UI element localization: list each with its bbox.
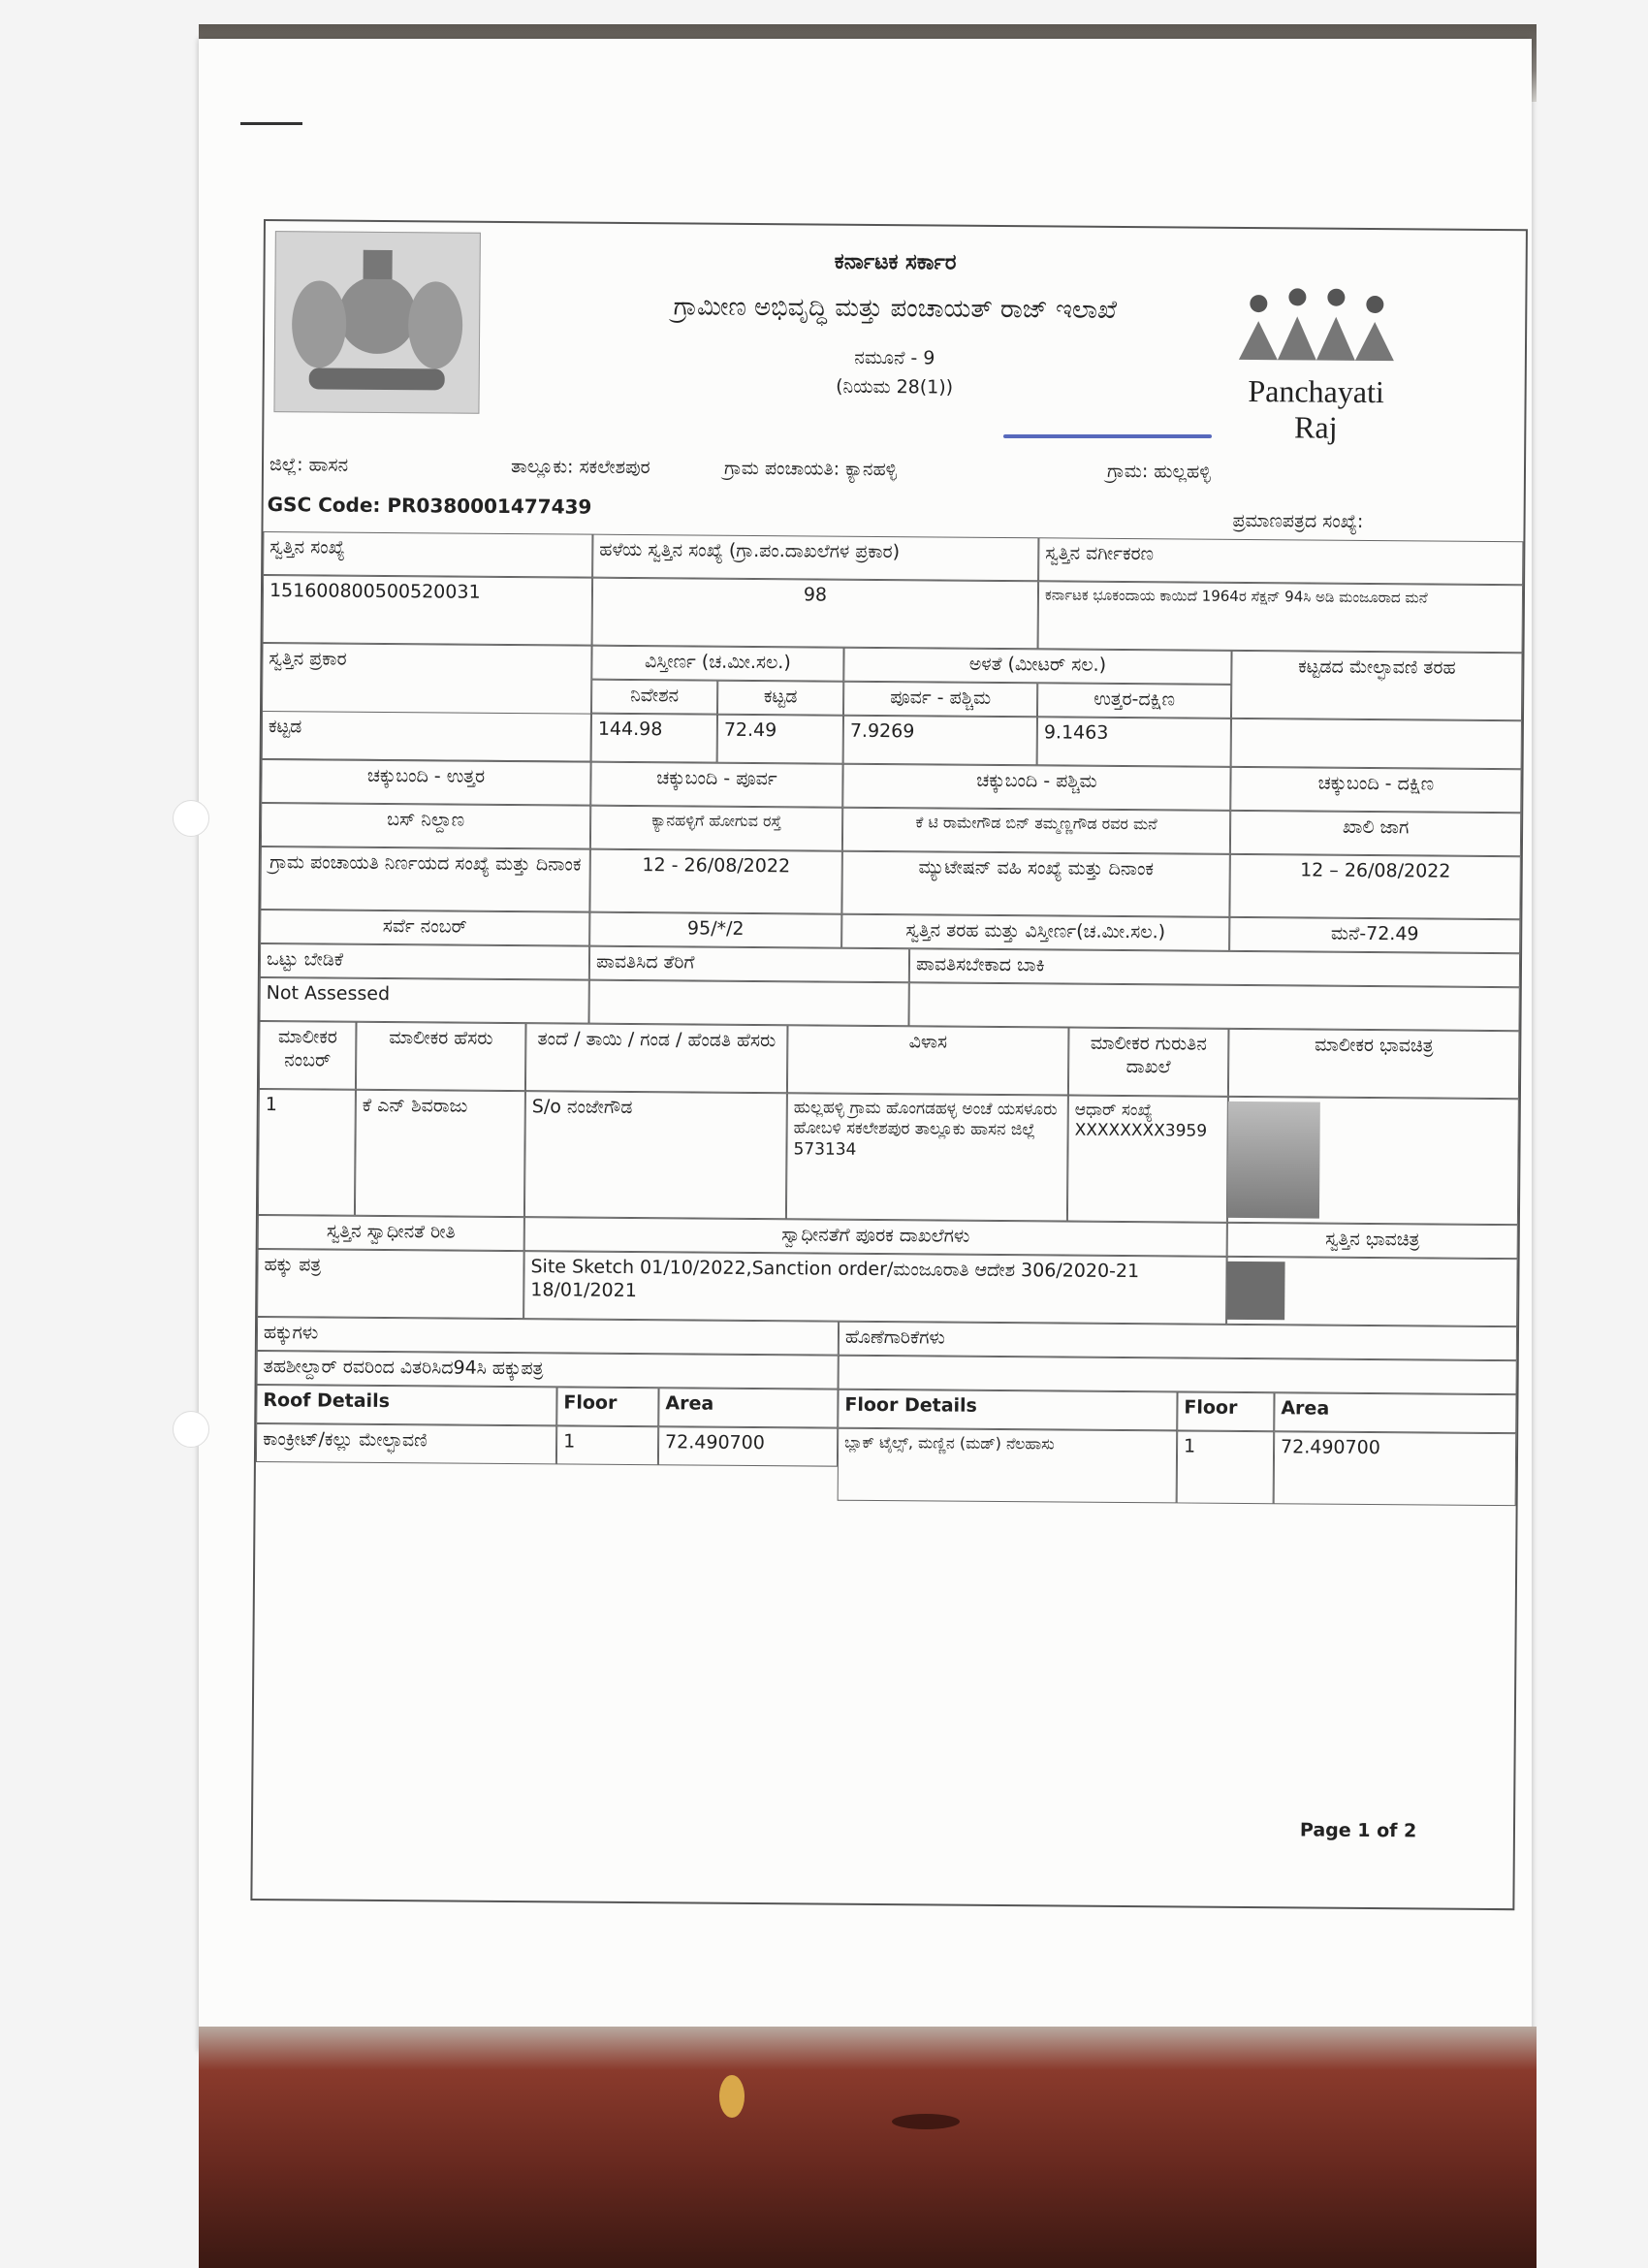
liabilities-label: ಹೊಣೆಗಾರಿಕೆಗಳು: [839, 1322, 1517, 1360]
west-boundary-label: ಚಕ್ಕುಬಂದಿ - ಪಶ್ಚಿಮ: [842, 764, 1230, 811]
owner-id-header: ಮಾಲೀಕರ ಗುರುತಿನ ದಾಖಲೆ: [1068, 1028, 1229, 1097]
survey-number-label: ಸರ್ವೆ ನಂಬರ್: [260, 910, 589, 946]
roof-floor-header: Floor: [556, 1387, 658, 1426]
pen-underline: [1003, 434, 1212, 438]
site-label: ನಿವೇಶನ: [591, 680, 717, 715]
type-area-label: ಸ್ವತ್ತಿನ ತರಹ ಮತ್ತು ವಿಸ್ತೀರ್ಣ(ಚ.ಮೀ.ಸಲ.): [841, 914, 1229, 951]
property-type-label: ಸ್ವತ್ತಿನ ಪ್ರಕಾರ: [262, 643, 592, 762]
north-boundary-value: ಬಸ್ ನಿಲ್ದಾಣ: [261, 803, 590, 849]
relation-header: ತಂದೆ / ತಾಯಿ / ಗಂಡ / ಹೆಂಡತಿ ಹೆಸರು: [525, 1023, 788, 1093]
village-label: ಗ್ರಾಮ: ಹುಲ್ಲಹಳ್ಳಿ: [1106, 460, 1211, 483]
old-property-id-label: ಹಳೆಯ ಸ್ವತ್ತಿನ ಸಂಖ್ಯೆ (ಗ್ರಾ.ಪಂ.ದಾಖಲೆಗಳ ಪ್ರಕಾರ): [592, 534, 1038, 582]
east-boundary-value: ಕ್ಯಾನಹಳ್ಳಿಗೆ ಹೋಗುವ ರಸ್ತೆ: [590, 806, 842, 851]
property-classification-label: ಸ್ವತ್ತಿನ ವರ್ಗೀಕರಣ: [1038, 537, 1523, 585]
form-9-document: [250, 219, 1528, 1910]
roof-type-value: [1231, 719, 1522, 769]
building-area-value: 72.49: [717, 715, 843, 764]
gp-resolution-label: ಗ್ರಾಮ ಪಂಚಾಯತಿ ನಿರ್ಣಯದ ಸಂಖ್ಯೆ ಮತ್ತು ದಿನಾಂಕ: [260, 847, 590, 912]
south-boundary-value: ಖಾಲಿ ಜಾಗ: [1230, 811, 1521, 856]
owner-number-header: ಮಾಲೀಕರ ನಂಬರ್: [259, 1021, 357, 1090]
gp-resolution-value: 12 - 26/08/2022: [589, 849, 842, 914]
acquisition-docs-value: Site Sketch 01/10/2022,Sanction order/ಮಂಜೂರಾತಿ ಆದೇಶ 306/2020-21 18/01/2021: [523, 1251, 1227, 1325]
total-demand-label: ಒಟ್ಟು ಬೇಡಿಕೆ: [260, 943, 589, 980]
acquisition-docs-label: ಸ್ವಾಧೀನತೆಗೆ ಪೂರಕ ದಾಖಲೆಗಳು: [524, 1217, 1227, 1257]
south-boundary-label: ಚಕ್ಕುಬಂದಿ - ದಕ್ಷಿಣ: [1230, 767, 1521, 813]
north-boundary-label: ಚಕ್ಕುಬಂದಿ - ಉತ್ತರ: [261, 759, 590, 806]
property-id-label: ಸ್ವತ್ತಿನ ಸಂಖ್ಯೆ: [263, 531, 592, 578]
acquisition-type-value: ಹಕ್ಕು ಪತ್ರ: [257, 1249, 524, 1319]
punch-hole: [173, 1411, 209, 1448]
punch-hole: [173, 800, 209, 837]
property-id-value: 151600800500520031: [263, 575, 593, 646]
property-photo: [1226, 1262, 1284, 1320]
header-line-3: ನಮೂನೆ - 9: [854, 346, 935, 369]
wooden-table: [199, 2027, 1537, 2268]
old-property-id-value: 98: [592, 578, 1039, 650]
liabilities-value: [839, 1356, 1517, 1394]
owner-photo: [1227, 1102, 1320, 1219]
district-label: ಜಿಲ್ಲೆ: ಹಾಸನ: [269, 454, 349, 476]
table-scuff: [892, 2114, 960, 2129]
gram-panchayat-label: ಗ್ರಾಮ ಪಂಚಾಯತಿ: ಕ್ಯಾನಹಳ್ಳಿ: [723, 457, 898, 481]
floor-details-header: Floor Details: [838, 1390, 1177, 1431]
north-south-label: ಉತ್ತರ-ದಕ್ಷಿಣ: [1037, 683, 1231, 719]
owner-name-header: ಮಾಲೀಕರ ಹೆಸರು: [356, 1022, 526, 1091]
owner-number-value: 1: [258, 1089, 356, 1216]
owner-name-value: ಕೆ ಎನ್ ಶಿವರಾಜು: [355, 1090, 525, 1217]
balance-due-value: [908, 982, 1519, 1031]
type-area-value: ಮನೆ-72.49: [1229, 917, 1520, 953]
total-demand-value: Not Assessed: [260, 977, 589, 1024]
tax-paid-label: ಪಾವತಿಸಿದ ತೆರಿಗೆ: [589, 946, 909, 983]
mutation-label: ಮ್ಯುಟೇಷನ್ ವಹಿ ಸಂಖ್ಯೆ ಮತ್ತು ದಿನಾಂಕ: [841, 851, 1229, 917]
west-boundary-value: ಕೆ ಟಿ ರಾಮೇಗೌಡ ಬಿನ್ ತಮ್ಮಣ್ಣಗೌಡ ರವರ ಮನೆ: [842, 808, 1230, 854]
acquisition-type-label: ಸ್ವತ್ತಿನ ಸ್ವಾಧೀನತೆ ರೀತಿ: [258, 1215, 524, 1251]
building-label: ಕಟ್ಟಡ: [717, 681, 843, 716]
balance-due-label: ಪಾವತಿಸಬೇಕಾದ ಬಾಕಿ: [909, 948, 1520, 987]
site-area-value: 144.98: [591, 714, 717, 763]
roof-details-header: Roof Details: [256, 1385, 556, 1425]
panchayati-raj-logo-icon: [1234, 282, 1400, 445]
survey-number-value: 95/*/2: [589, 912, 841, 948]
panchayati-raj-logo-text: Panchayati Raj: [1248, 372, 1384, 445]
mutation-value: 12 – 26/08/2022: [1229, 854, 1521, 919]
roof-details-value: ಕಾಂಕ್ರೀಟ್/ಕಲ್ಲು ಮೇಲ್ಛಾವಣಿ: [256, 1423, 556, 1464]
owner-photo-header: ಮಾಲೀಕರ ಭಾವಚಿತ್ರ: [1228, 1029, 1520, 1099]
taluk-label: ತಾಲ್ಲೂಕು: ಸಕಲೇಶಪುರ: [510, 456, 650, 479]
certificate-number-label: ಪ್ರಮಾಣಪತ್ರದ ಸಂಖ್ಯೆ:: [1232, 509, 1364, 532]
property-classification-value: ಕರ್ನಾಟಕ ಭೂಕಂದಾಯ ಕಾಯಿದೆ 1964ರ ಸೆಕ್ಷನ್ 94ಸಿ ಅಡಿ ಮಂಜೂರಾದ ಮನೆ: [1038, 581, 1524, 653]
header-line-4: (ನಿಯಮ 28(1)): [836, 375, 954, 399]
roof-area-value: 72.490700: [658, 1426, 838, 1466]
address-value: ಹುಲ್ಲಹಳ್ಳಿ ಗ್ರಾಮ ಹೊಂಗಡಹಳ್ಳ ಅಂಚೆ ಯಸಳೂರು ಹೋಬಳಿ ಸಕಲೇಶಪುರ ತಾಲ್ಲೂಕು ಹಾಸನ ಜಿಲ್ಲೆ 573134: [786, 1093, 1068, 1221]
east-boundary-label: ಚಕ್ಕುಬಂದಿ - ಪೂರ್ವ: [590, 762, 842, 808]
rights-value: ತಹಶೀಲ್ದಾರ್ ರವರಿಂದ ವಿತರಿಸಿದ94ಸಿ ಹಕ್ಕುಪತ್ರ: [257, 1351, 839, 1390]
header-line-1: ಕರ್ನಾಟಕ ಸರ್ಕಾರ: [834, 249, 957, 275]
property-type-value: ಕಟ್ಟಡ: [262, 711, 591, 762]
roof-floor-value: 1: [556, 1425, 658, 1465]
floor-number-header: Floor: [1177, 1391, 1274, 1431]
roof-area-header: Area: [658, 1388, 838, 1427]
rights-label: ಹಕ್ಕುಗಳು: [257, 1317, 839, 1356]
floor-area-header: Area: [1274, 1392, 1516, 1433]
north-south-value: 9.1463: [1037, 717, 1231, 767]
page-number: Page 1 of 2: [1299, 1819, 1417, 1842]
floor-area-value: 72.490700: [1274, 1431, 1517, 1506]
relation-value: S/o ನಂಜೇಗೌಡ: [524, 1091, 787, 1219]
floor-details-value: ಬ್ಲಾಕ್ ಟೈಲ್ಸ್, ಮಣ್ಣಿನ (ಮಡ್) ನೆಲಹಾಸು: [838, 1428, 1178, 1504]
gsc-code: GSC Code: PR0380001477439: [267, 493, 592, 519]
building-roof-label: ಕಟ್ಟಡದ ಮೇಲ್ಛಾವಣಿ ತರಹ: [1231, 651, 1523, 720]
east-west-label: ಪೂರ್ವ - ಪಶ್ಚಿಮ: [843, 682, 1037, 718]
east-west-value: 7.9269: [843, 716, 1037, 766]
tax-paid-value: [588, 980, 908, 1027]
dimensions-label: ಅಳತೆ (ಮೀಟರ್ ಸಲ.): [843, 648, 1231, 685]
property-photo-label: ಸ್ವತ್ತಿನ ಭಾವಚಿತ್ರ: [1227, 1223, 1518, 1259]
area-label: ವಿಸ್ತೀರ್ಣ (ಚ.ಮೀ.ಸಲ.): [591, 646, 843, 682]
table-knot: [719, 2075, 745, 2118]
floor-number-value: 1: [1177, 1430, 1275, 1504]
address-header: ವಿಳಾಸ: [787, 1025, 1069, 1095]
owner-id-value: ಆಧಾರ್ ಸಂಖ್ಯೆ XXXXXXXX3959: [1067, 1096, 1228, 1223]
pen-mark: [240, 122, 302, 125]
header-line-2: ಗ್ರಾಮೀಣ ಅಭಿವೃದ್ಧಿ ಮತ್ತು ಪಂಚಾಯತ್ ರಾಜ್ ಇಲಾಖೆ: [673, 292, 1118, 325]
